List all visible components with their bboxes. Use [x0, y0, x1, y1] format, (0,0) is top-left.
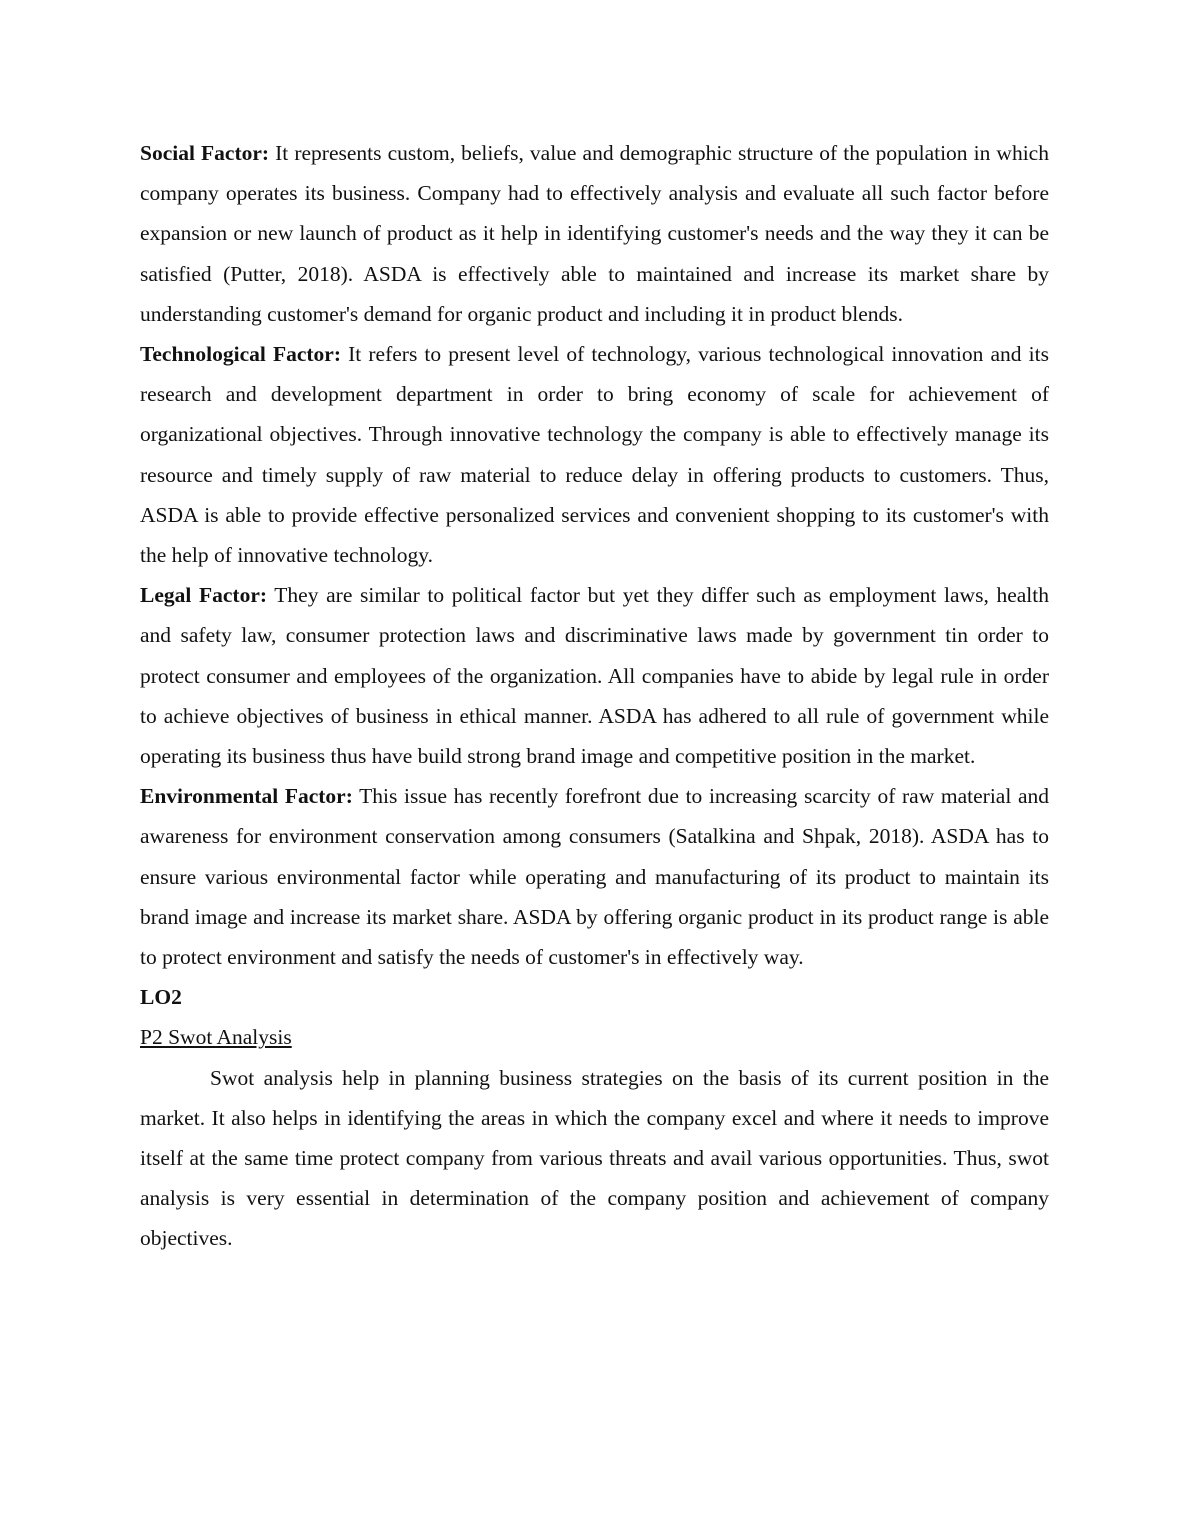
- technological-factor-term: Technological Factor:: [140, 342, 341, 367]
- swot-analysis-paragraph: Swot analysis help in planning business strategies on the basis of its current position in the market. It also helps in identifying the areas in which the company excel and where it needs to improve itself at the same time protect company from various threats and avail various opportunities. Thus, swot analysis is very essential in determination of the company position and achievement of company objectives.: [140, 1065, 1049, 1251]
- social-factor-paragraph: [140, 133, 1049, 334]
- technological-factor-text: It refers to present level of technology, various technological innovation and its research and development department in order to bring economy of scale for achievement of organizational objectives. Through innovative technology the company is able to effectively manage its resource and timely supply of raw material to reduce delay in offering products to customers. Thus, ASDA is able to provide effective personalized services and convenient shopping to its customer's with the help of innovative technology.: [140, 342, 1049, 568]
- document-page: [140, 133, 1049, 1259]
- environmental-factor-text: This issue has recently forefront due to increasing scarcity of raw material and awareness for environment conservation among consumers (Satalkina and Shpak, 2018). ASDA has to ensure various environmental factor while operating and manufacturing of its product to maintain its brand image and increase its market share. ASDA by offering organic product in its product range is able to protect environment and satisfy the needs of customer's in effectively way.: [140, 784, 1050, 970]
- environmental-factor-paragraph: [140, 776, 1049, 977]
- legal-factor-text: They are similar to political factor but yet they differ such as employment laws, health and safety law, consumer protection laws and discriminative laws made by government tin order to protect consumer and employees of the organization. All companies have to abide by legal rule in order to achieve objectives of business in ethical manner. ASDA has adhered to all rule of government while operating its business thus have build strong brand image and competitive position in the market.: [140, 583, 1049, 769]
- legal-factor-paragraph: [140, 575, 1049, 776]
- legal-factor-term: Legal Factor:: [140, 583, 268, 608]
- lo2-heading: LO2: [140, 985, 182, 1010]
- environmental-factor-term: Environmental Factor:: [140, 784, 353, 809]
- technological-factor-paragraph: [140, 334, 1049, 575]
- swot-analysis-heading: P2 Swot Analysis: [140, 1025, 292, 1050]
- social-factor-text: It represents custom, beliefs, value and demographic structure of the population in which company operates its business. Company had to effectively analysis and evaluate all such factor before expansion or new launch of product as it help in identifying customer's needs and the way they it can be satisfied (Putter, 2018). ASDA is effectively able to maintained and increase its market share by understanding customer's demand for organic product and including it in product blends.: [140, 141, 1049, 326]
- social-factor-term: Social Factor:: [140, 141, 270, 165]
